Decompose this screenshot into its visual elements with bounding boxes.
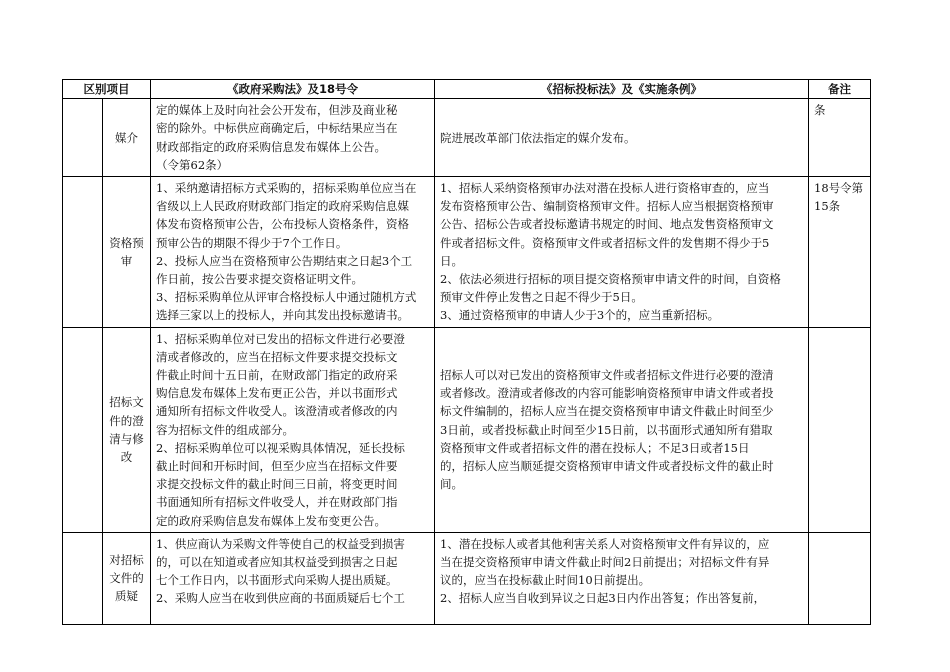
text-line: 2、采购人应当在收到供应商的书面质疑后七个工 [156, 591, 405, 606]
text-line: 件截止时间十五日前，在财政部门指定的政府采 [156, 368, 398, 383]
gov-cell [151, 177, 435, 328]
text-line: 容为招标文件的组成部分。 [156, 422, 294, 437]
table-row [63, 177, 871, 328]
bid-cell [435, 327, 809, 532]
bid-cell [435, 99, 809, 177]
blank-cell [63, 99, 103, 177]
note-cell: 条 [809, 99, 871, 177]
text-line: 截止时间和开标时间，但至少应当在招标文件要 [156, 459, 398, 474]
text-line: 求提交投标文件的截止时间三日前，将变更时间 [156, 477, 398, 492]
text-line: 预审文件停止发售之日起不得少于5日。 [440, 290, 643, 305]
text-line: 间。 [440, 477, 463, 492]
text-line: 体发布资格预审公告，公布投标人资格条件，资格 [156, 217, 409, 232]
text-line: （令第62条） [156, 157, 229, 172]
header-category: 区别项目 [63, 80, 151, 99]
row-label: 对招标文件的质疑 [103, 532, 151, 624]
text-line: 通知所有招标文件收受人。该澄清或者修改的内 [156, 404, 398, 419]
text-line: 件或者招标文件。资格预审文件或者招标文件的发售期不得少于5 [440, 235, 770, 250]
text-line: 招标人可以对已发出的资格预审文件或者招标文件进行必要的澄清 [440, 368, 774, 383]
table-row [63, 99, 871, 177]
text-line: 书面通知所有招标文件收受人，并在财政部门指 [156, 495, 398, 510]
text-line: 3、通过资格预审的申请人少于3个的，应当重新招标。 [440, 308, 720, 323]
text-line: 2、招标人应当自收到异议之日起3日内作出答复；作出答复前， [440, 591, 766, 606]
text-line: 密的除外。中标供应商确定后，中标结果应当在 [156, 121, 398, 136]
text-line: 院进展改革部门依法指定的媒介发布。 [440, 130, 636, 145]
table-row [63, 532, 871, 624]
text-line: 的，招标人应当顺延提交资格预审申请文件或者投标文件的截止时 [440, 459, 774, 474]
text-line: 清或者修改的，应当在招标文件要求提交投标文 [156, 349, 398, 364]
text-line: 预审公告的期限不得少于7个工作日。 [156, 235, 348, 250]
note-cell [809, 532, 871, 624]
text-line: 财政部指定的政府采购信息发布媒体上公告。 [156, 139, 386, 154]
text-line: 1、采纳邀请招标方式采购的，招标采购单位应当在 [156, 181, 417, 196]
text-line: 定的媒体上及时向社会公开发布，但涉及商业秘 [156, 103, 398, 118]
text-line: 定的政府采购信息发布媒体上发布变更公告。 [156, 513, 386, 528]
blank-cell [63, 532, 103, 624]
header-row [63, 80, 871, 99]
text-line: 1、招标人采纳资格预审办法对潜在投标人进行资格审查的，应当 [440, 181, 770, 196]
text-line: 省级以上人民政府财政部门指定的政府采购信息媒 [156, 199, 409, 214]
text-line: 七个工作日内，以书面形式向采购人提出质疑。 [156, 573, 398, 588]
blank-cell [63, 327, 103, 532]
header-remarks: 备注 [809, 80, 871, 99]
gov-cell [151, 532, 435, 624]
text-line: 或者修改。澄清或者修改的内容可能影响资格预审申请文件或者投 [440, 386, 774, 401]
text-line: 2、依法必须进行招标的项目提交资格预审申请文件的时间，自资格 [440, 272, 781, 287]
text-line: 3、招标采购单位从评审合格投标人中通过随机方式 [156, 290, 417, 305]
text-line: 选择三家以上的投标人，并向其发出投标邀请书。 [156, 308, 409, 323]
text-line: 3日前，或者投标截止时间至少15日前，以书面形式通知所有猎取 [440, 422, 773, 437]
bid-cell [435, 532, 809, 624]
text-line: 发布资格预审公告、编制资格预审文件。招标人应当根据资格预审 [440, 199, 774, 214]
table-row [63, 327, 871, 532]
text-line: 当在提交资格预审申请文件截止时间2日前提出；对招标文件有异 [440, 555, 770, 570]
row-label: 招标文件的澄清与修改 [103, 327, 151, 532]
note-cell [809, 327, 871, 532]
text-line: 公告、招标公告或者投标邀请书规定的时间、地点发售资格预审文 [440, 217, 774, 232]
gov-cell [151, 327, 435, 532]
text-line: 2、招标采购单位可以视采购具体情况，延长投标 [156, 440, 405, 455]
text-line: 的，可以在知道或者应知其权益受到损害之日起 [156, 555, 398, 570]
header-bid-law: 《招标投标法》及《实施条例》 [435, 80, 809, 99]
text-line: 资格预审文件或者招标文件的潜在投标人；不足3日或者15日 [440, 440, 750, 455]
row-label: 资格预审 [103, 177, 151, 328]
bid-cell [435, 177, 809, 328]
blank-cell [63, 177, 103, 328]
row-label: 媒介 [103, 99, 151, 177]
text-line: 日。 [440, 253, 463, 268]
text-line: 标文件编制的，招标人应当在提交资格预审申请文件截止时间至少 [440, 404, 774, 419]
text-line: 议的，应当在投标截止时间10日前提出。 [440, 573, 651, 588]
text-line: 购信息发布媒体上发布更正公告，并以书面形式 [156, 386, 398, 401]
text-line: 2、投标人应当在资格预审公告期结束之日起3个工 [156, 253, 413, 268]
note-cell: 18号令第15条 [809, 177, 871, 328]
text-line: 1、招标采购单位对已发出的招标文件进行必要澄 [156, 331, 405, 346]
text-line: 作日前，按公告要求提交资格证明文件。 [156, 272, 363, 287]
header-gov-law: 《政府采购法》及18号令 [151, 80, 435, 99]
text-line: 1、潜在投标人或者其他利害关系人对资格预审文件有异议的，应 [440, 536, 770, 551]
text-line: 1、供应商认为采购文件等使自己的权益受到损害 [156, 536, 405, 551]
gov-cell [151, 99, 435, 177]
comparison-table [62, 79, 871, 625]
